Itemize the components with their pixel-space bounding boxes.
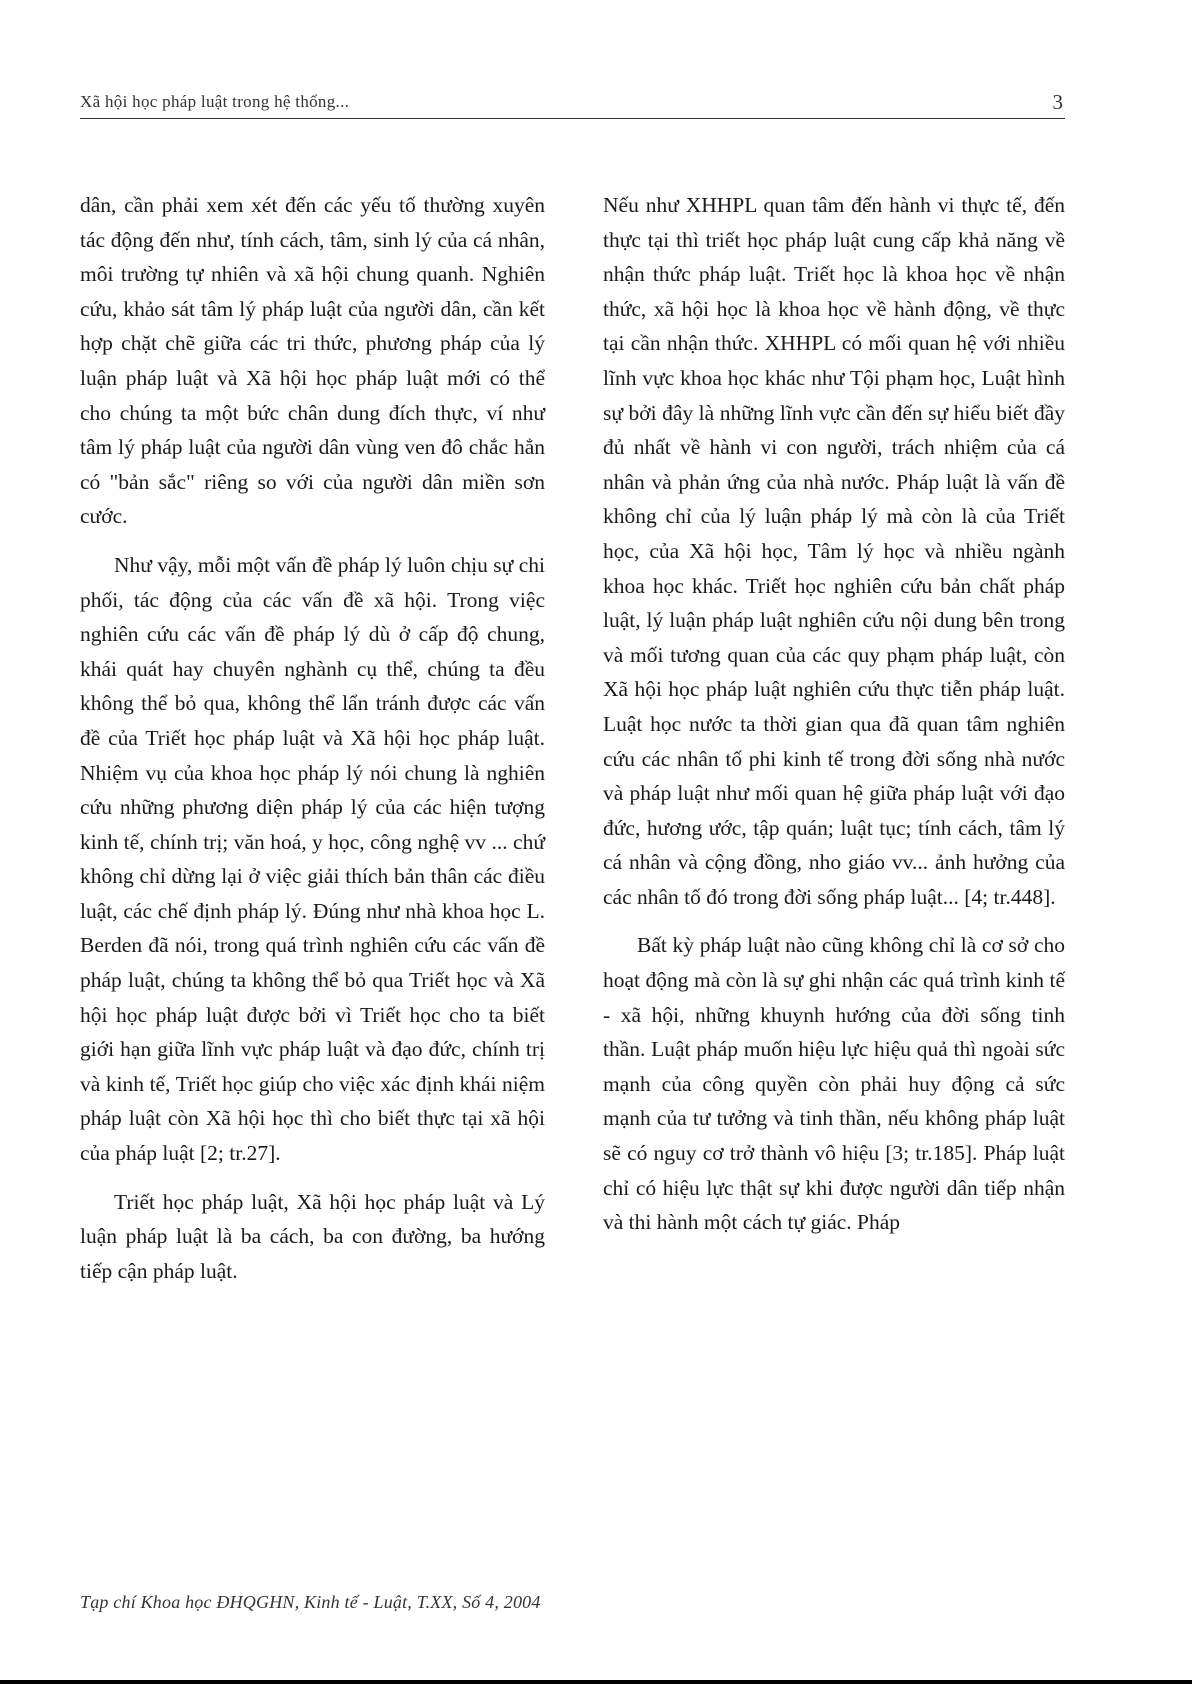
journal-footer: Tạp chí Khoa học ĐHQGHN, Kinh tế - Luật, T.XX, Số 4, 2004 [80,1592,541,1612]
running-title: Xã hội học pháp luật trong hệ thống... [80,92,350,111]
right-column [603,188,1065,1240]
left-column [80,188,545,1288]
page-number: 3 [1052,90,1063,114]
paragraph: Triết học pháp luật, Xã hội học pháp luật và Lý luận pháp luật là ba cách, ba con đường, ba hướng tiếp cận pháp luật. [80,1189,545,1283]
paragraph: Bất kỳ pháp luật nào cũng không chỉ là cơ sở cho hoạt động mà còn là sự ghi nhận các quá trình kinh tế - xã hội, những khuynh hướng của đời sống tinh thần. Luật pháp muốn hiệu lực hiệu quả thì ngoài sức mạnh của công quyền còn phải huy động cả sức mạnh của tư tưởng và tinh thần, nếu không pháp luật sẽ có nguy cơ trở thành vô hiệu [3; tr.185]. Pháp luật chỉ có hiệu lực thật sự khi được người dân tiếp nhận và thi hành một cách tự giác. Pháp [603,933,1065,1235]
paragraph: Như vậy, mỗi một vấn đề pháp lý luôn chịu sự chi phối, tác động của các vấn đề xã hội. Trong việc nghiên cứu các vấn đề pháp lý dù ở cấp độ chung, khái quát hay chuyên nghành cụ thể, chúng ta đều không thể bỏ qua, không thể lẩn tránh được các vấn đề của Triết học pháp luật và Xã hội học pháp luật. Nhiệm vụ của khoa học pháp lý nói chung là nghiên cứu những phương diện pháp lý của các hiện tượng kinh tế, chính trị; văn hoá, y học, công nghệ vv ... chứ không chỉ dừng lại ở việc giải thích bản thân các điều luật, các chế định pháp lý. Đúng như nhà khoa học L. Berden đã nói, trong quá trình nghiên cứu các vấn đề pháp luật, chúng ta không thể bỏ qua Triết học và Xã hội học pháp luật được bởi vì Triết học cho ta biết giới hạn giữa lĩnh vực pháp luật và đạo đức, chính trị và kinh tế, Triết học giúp cho việc xác định khái niệm pháp luật còn Xã hội học thì cho biết thực tại xã hội của pháp luật [2; tr.27]. [80,552,545,1166]
running-header [80,88,1065,119]
paragraph: dân, cần phải xem xét đến các yếu tố thường xuyên tác động đến như, tính cách, tâm, sinh lý của cá nhân, môi trường tự nhiên và xã hội chung quanh. Nghiên cứu, khảo sát tâm lý pháp luật của người dân, cần kết hợp chặt chẽ giữa các tri thức, phương pháp của lý luận pháp luật và Xã hội học pháp luật mới có thể cho chúng ta một bức chân dung đích thực, ví như tâm lý pháp luật của người dân vùng ven đô chắc hẳn có "bản sắc" riêng so với của người dân miền sơn cước. [80,193,545,529]
scan-edge-rule [0,1680,1192,1684]
paragraph: Nếu như XHHPL quan tâm đến hành vi thực tế, đến thực tại thì triết học pháp luật cung cấp khả năng về nhận thức pháp luật. Triết học là khoa học về nhận thức, xã hội học là khoa học về hành động, về thực tại cần nhận thức. XHHPL có mối quan hệ với nhiều lĩnh vực khoa học khác như Tội phạm học, Luật hình sự bởi đây là những lĩnh vực cần đến sự hiểu biết đầy đủ nhất về hành vi con người, trách nhiệm của cá nhân và phản ứng của nhà nước. Pháp luật là vấn đề không chỉ của lý luận pháp lý mà còn là của Triết học, của Xã hội học, Tâm lý học và nhiều ngành khoa học khác. Triết học nghiên cứu bản chất pháp luật, lý luận pháp luật nghiên cứu nội dung bên trong và mối tương quan của các quy phạm pháp luật, còn Xã hội học pháp luật nghiên cứu thực tiễn pháp luật. Luật học nước ta thời gian qua đã quan tâm nghiên cứu các nhân tố phi kinh tế trong đời sống nhà nước và pháp luật như mối quan hệ giữa pháp luật với đạo đức, hương ước, tập quán; luật tục; tính cách, tâm lý cá nhân và cộng đồng, nho giáo vv... ảnh hưởng của các nhân tố đó trong đời sống pháp luật... [4; tr.448]. [603,193,1065,909]
